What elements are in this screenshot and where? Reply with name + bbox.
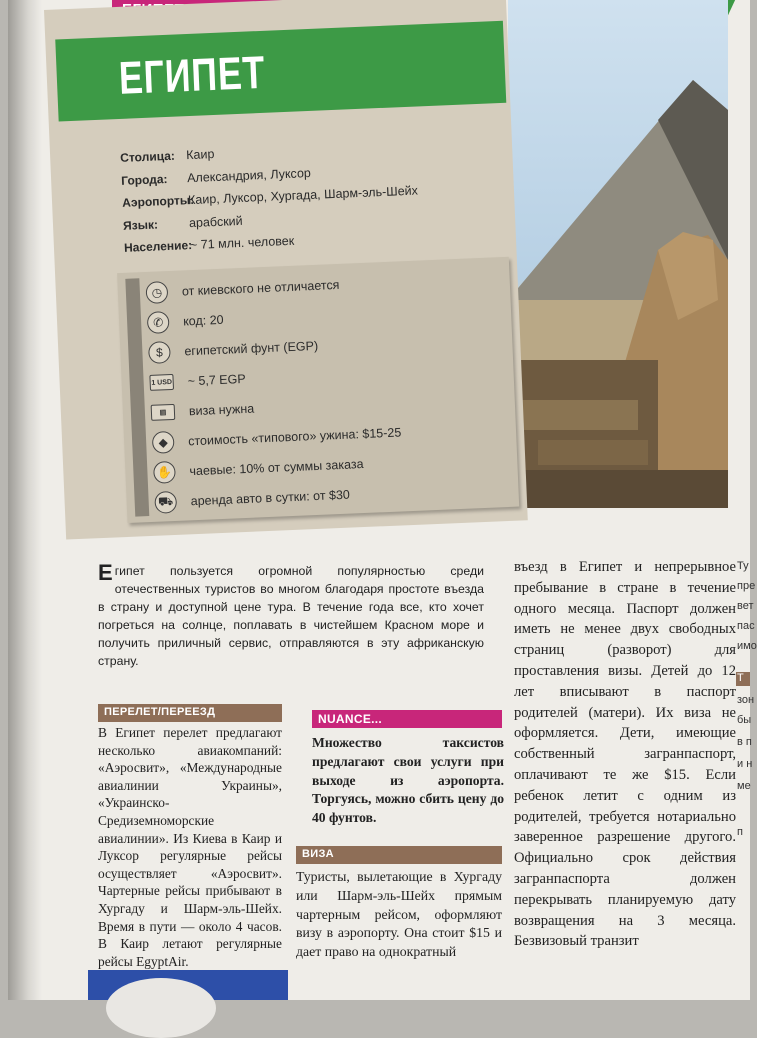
info-side-bar bbox=[125, 278, 149, 516]
info-text: виза нужна bbox=[188, 401, 255, 419]
intro-text: гипет пользуется огромной популярностью среди отечественных туристов во многом благодаря простоте въезда в страну и доступной цене тура. В течение года все, кто хочет погреться на солнце, поплавать в чистейшем Красном море и получить приличный сервис, отправляются в эту африканскую страну. bbox=[98, 564, 484, 668]
info-text: египетский фунт (EGP) bbox=[184, 338, 319, 359]
info-text: аренда авто в сутки: от $30 bbox=[190, 487, 351, 509]
fact-label: Города: bbox=[120, 171, 168, 188]
pyramid-illustration bbox=[508, 0, 728, 508]
fact-value: Александрия, Луксор bbox=[186, 165, 312, 185]
edge-fragment: Ту bbox=[737, 560, 749, 572]
fact-value: арабский bbox=[188, 213, 243, 230]
visa-continued-text: въезд в Египет и непрерывное пребывание в стране в течение одного месяца. Паспорт должен иметь не менее двух свободных страниц (разворот) для проставления визы. Детей до 12 лет вписывают в паспорт родителей (матери). Их виза не оформляется. Дети, имеющие собственный загранпаспорт, оплачивают те же $15. Если ребенок летит с одним из родителей, требуется нотариально заверенное разрешение другого. Официально срок действия загранпаспорта должен перекрывать планируемую дату возвращения на 3 месяца. Безвизовый транзит bbox=[514, 559, 736, 950]
info-timezone bbox=[145, 270, 340, 308]
fact-label: Население: bbox=[123, 238, 193, 256]
section-tag-nuance: NUANCE... bbox=[312, 710, 502, 728]
edge-fragment: в п bbox=[737, 736, 752, 748]
country-facts bbox=[120, 135, 420, 260]
bottom-white-shape bbox=[106, 978, 216, 1038]
fact-label: Столица: bbox=[119, 148, 176, 166]
edge-fragment: зон bbox=[737, 694, 755, 706]
edge-fragment: Т bbox=[737, 672, 744, 684]
edge-fragment: пре bbox=[737, 580, 756, 592]
visa-card-icon: ▤ bbox=[151, 404, 176, 421]
fact-label: Язык: bbox=[122, 217, 159, 233]
nuance-text: Множество таксистов предлагают свои услуги при выходе из аэропорта. Торгуясь, можно сбить цену до 40 фунтов. bbox=[312, 735, 504, 826]
info-text: ~ 5,7 EGP bbox=[187, 371, 246, 389]
info-text: чаевые: 10% от суммы заказа bbox=[189, 457, 364, 479]
info-phone-code bbox=[147, 305, 225, 338]
info-visa bbox=[150, 394, 254, 428]
pyramid-sphinx-photo bbox=[508, 0, 728, 508]
edge-fragment: вет bbox=[737, 600, 754, 612]
drop-cap: Е bbox=[98, 560, 113, 585]
info-exchange-rate bbox=[149, 364, 246, 398]
info-currency bbox=[148, 331, 319, 368]
card-title: ЕГИПЕТ bbox=[117, 45, 267, 104]
car-icon: ⛟ bbox=[154, 491, 177, 514]
usd-note-icon: 1 USD bbox=[149, 374, 174, 391]
edge-fragment: ме bbox=[737, 780, 751, 792]
fact-value: Каир, Луксор, Хургада, Шарм-эль-Шейх bbox=[187, 183, 419, 208]
travel-info-box bbox=[117, 257, 519, 523]
fact-value: Каир bbox=[185, 147, 215, 163]
clock-icon: ◷ bbox=[145, 281, 168, 304]
country-info-card bbox=[44, 0, 528, 540]
section-tag-flight: ПЕРЕЛЕТ/ПЕРЕЕЗД bbox=[98, 704, 282, 722]
edge-fragment: и н bbox=[737, 758, 753, 770]
visa-text: Туристы, вылетающие в Хургаду или Шарм-эль-Шейх прямым чартерным рейсом, оформляют визу в аэропорту. Она стоит $15 и дает право на однократный bbox=[296, 869, 502, 960]
edge-fragment: бы bbox=[737, 714, 752, 726]
intro-paragraph bbox=[98, 562, 484, 670]
phone-icon: ✆ bbox=[147, 311, 170, 334]
fact-value: ~ 71 млн. человек bbox=[189, 233, 295, 253]
flight-text: В Египет перелет предлагают несколько авиакомпаний: «Аэросвит», «Международные авиалинии Украины», «Украинско-Средиземноморские авиалинии». Из Киева в Каир и Луксор регулярные рейсы осуществляет «Аэросвит». Чартерные рейсы прибывают в Хургаду и Шарм-эль-Шейх. Время в пути — около 4 часов. В Каир летают регулярные рейсы EgyptAir. bbox=[98, 725, 282, 969]
card-header bbox=[55, 21, 506, 122]
section-tag-visa: ВИЗА bbox=[296, 846, 502, 864]
tip-icon: ✋ bbox=[153, 461, 176, 484]
page-binding-shadow bbox=[8, 0, 42, 1000]
info-text: стоимость «типового» ужина: $15-25 bbox=[187, 425, 402, 449]
fact-label: Аэропорты: bbox=[121, 193, 195, 211]
fish-icon: ◆ bbox=[152, 431, 175, 454]
edge-fragment: имо bbox=[737, 640, 757, 652]
info-text: код: 20 bbox=[182, 312, 224, 329]
money-bag-icon: $ bbox=[148, 341, 171, 364]
edge-fragment: пас bbox=[737, 620, 755, 632]
edge-fragment: п bbox=[737, 826, 743, 838]
info-text: от киевского не отличается bbox=[181, 277, 340, 299]
